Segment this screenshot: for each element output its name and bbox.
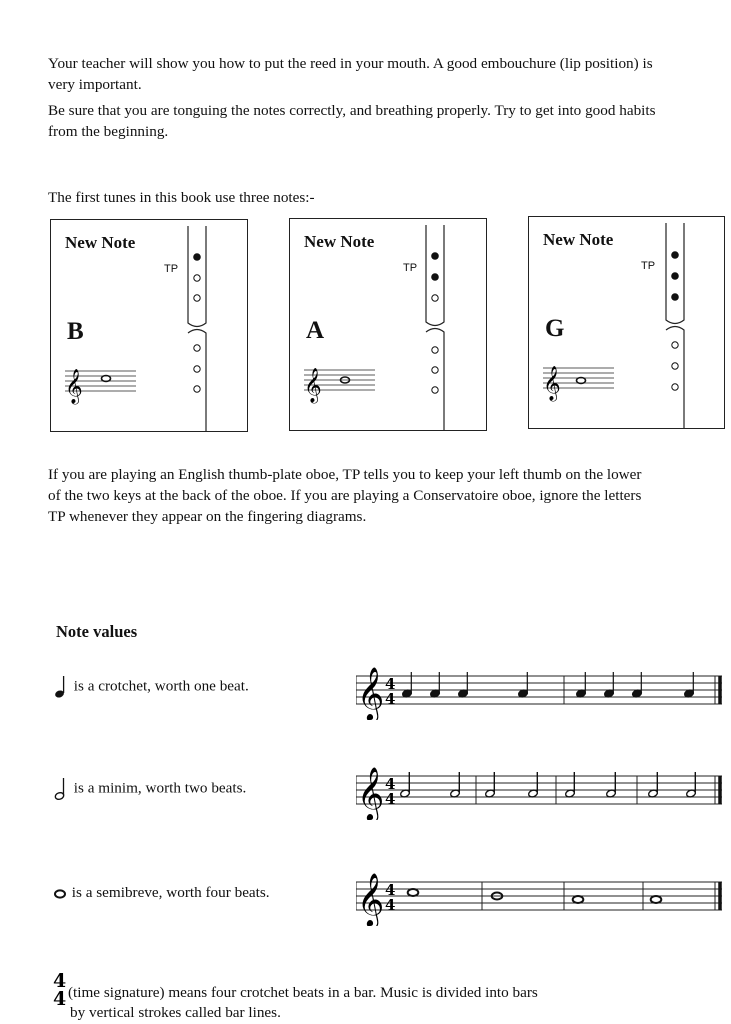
closed-hole-icon <box>671 293 679 301</box>
svg-text:4: 4 <box>385 675 396 693</box>
intro-paragraph-3: The first tunes in this book use three notes:- <box>48 189 315 206</box>
note-values-heading: Note values <box>56 622 138 641</box>
thumb-plate-label: TP <box>164 263 179 275</box>
open-hole-icon <box>432 347 438 353</box>
thumb-plate-paragraph: If you are playing an English thumb-plate oboe, TP tells you to keep your left thumb on the lower of the two keys at the back of the oboe. If you are playing a Conservatoire oboe, ignore the letters TP whenever they appear on the fingering diagrams. <box>48 466 642 525</box>
time-signature-top: 4 <box>53 970 66 992</box>
note-value-row-minim <box>54 776 246 802</box>
treble-clef-icon: 𝄞 <box>65 369 83 404</box>
fingering-diagram-b <box>51 220 247 431</box>
closed-hole-icon <box>431 252 439 260</box>
open-hole-icon <box>194 275 200 281</box>
treble-clef-icon: 𝄞 <box>357 666 385 720</box>
note-value-row-crotchet <box>54 674 249 700</box>
fingering-box-b <box>50 219 248 432</box>
time-signature-line-1: (time signature) means four crotchet beats in a bar. Music is divided into bars <box>68 984 538 1001</box>
time-signature-line-2: by vertical strokes called bar lines. <box>70 1004 281 1021</box>
open-hole-icon <box>672 342 678 348</box>
closed-hole-icon <box>671 251 679 259</box>
new-note-heading: New Note <box>65 233 136 252</box>
new-note-heading: New Note <box>304 232 375 251</box>
treble-clef-icon: 𝄞 <box>357 872 385 926</box>
semibreve-staff <box>356 866 724 926</box>
svg-text:4: 4 <box>385 775 396 793</box>
open-hole-icon <box>672 363 678 369</box>
svg-text:4: 4 <box>385 896 396 914</box>
crotchet-description: is a crotchet, worth one beat. <box>73 677 249 695</box>
minim-staff <box>356 760 724 820</box>
fingering-diagram-g <box>529 217 724 428</box>
note-letter: A <box>306 317 325 344</box>
time-signature-glyph <box>52 970 66 1010</box>
note-letter: B <box>67 318 84 345</box>
treble-clef-icon: 𝄞 <box>357 766 385 820</box>
open-hole-icon <box>672 384 678 390</box>
note-letter: G <box>545 315 565 342</box>
fingering-box-a <box>289 218 487 431</box>
thumb-plate-label: TP <box>403 262 418 274</box>
note-value-row-semibreve <box>54 884 270 902</box>
semibreve-description: is a semibreve, worth four beats. <box>71 884 270 901</box>
semibreve-icon <box>54 888 68 900</box>
svg-text:4: 4 <box>385 790 396 808</box>
open-hole-icon <box>432 295 438 301</box>
fingering-diagram-a <box>290 219 486 430</box>
fingering-box-g <box>528 216 725 429</box>
closed-hole-icon <box>193 253 201 261</box>
new-note-heading: New Note <box>543 230 614 249</box>
open-hole-icon <box>194 366 200 372</box>
open-hole-icon <box>432 387 438 393</box>
thumb-plate-label: TP <box>641 260 656 272</box>
time-signature-bottom: 4 <box>53 988 66 1010</box>
closed-hole-icon <box>431 273 439 281</box>
intro-paragraph-2: Be sure that you are tonguing the notes correctly, and breathing properly. Try to get into good habits from the beginning. <box>48 102 656 140</box>
open-hole-icon <box>194 295 200 301</box>
minim-icon <box>54 776 70 802</box>
closed-hole-icon <box>671 272 679 280</box>
treble-clef-icon: 𝄞 <box>543 366 561 401</box>
crotchet-icon <box>54 674 70 700</box>
open-hole-icon <box>432 367 438 373</box>
open-hole-icon <box>194 345 200 351</box>
treble-clef-icon: 𝄞 <box>304 368 322 403</box>
crotchet-staff <box>356 660 724 720</box>
svg-text:4: 4 <box>385 690 396 708</box>
svg-text:4: 4 <box>385 881 396 899</box>
open-hole-icon <box>194 386 200 392</box>
intro-paragraph-1: Your teacher will show you how to put the reed in your mouth. A good embouchure (lip position) is very important. <box>48 55 653 93</box>
minim-description: is a minim, worth two beats. <box>73 779 247 797</box>
